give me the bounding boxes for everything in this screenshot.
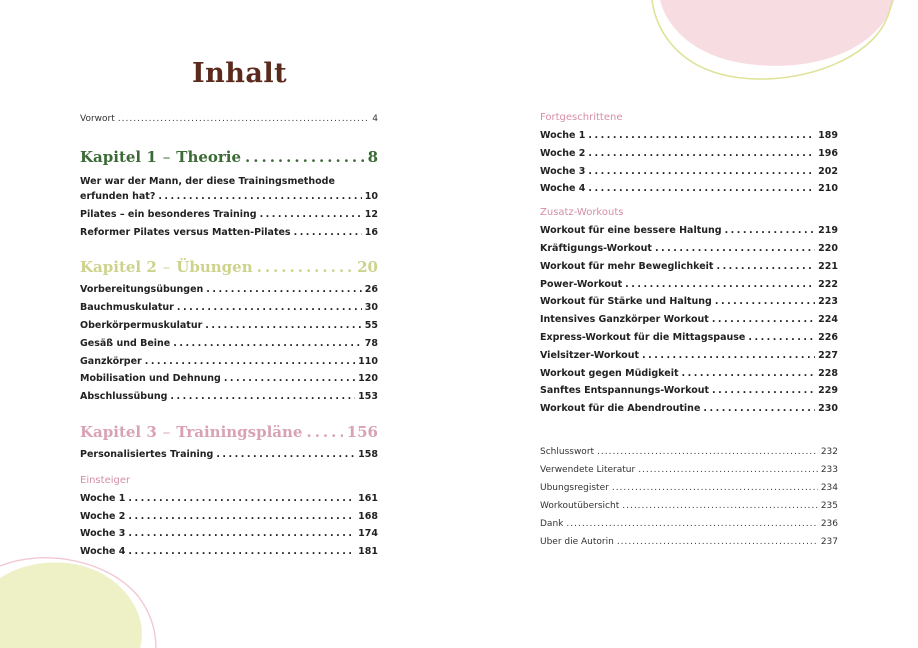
toc-entry[interactable]: Woche 1 ..... 161 — [80, 493, 378, 511]
toc-entry[interactable]: Pilates – ein besonderes Training ..... 12 — [80, 209, 378, 227]
pink-blob-top — [660, 0, 894, 66]
toc-entry[interactable]: Vielsitzer-Workout ..... 227 — [540, 350, 838, 368]
toc-entry[interactable]: Sanftes Entspannungs-Workout ..... 229 — [540, 385, 838, 403]
toc-entry[interactable]: Woche 4 ..... 210 — [540, 183, 838, 201]
toc-entry[interactable]: Intensives Ganzkörper Workout ..... 224 — [540, 314, 838, 332]
chapter-1-heading[interactable]: Kapitel 1 – Theorie ..... 8 — [80, 148, 378, 172]
toc-entry-vorwort[interactable]: Vorwort ..... 4 — [80, 114, 378, 132]
toc-entry[interactable]: Oberkörpermuskulatur ..... 55 — [80, 320, 378, 338]
toc-entry[interactable]: Power-Workout ..... 222 — [540, 279, 838, 297]
toc-entry[interactable]: Abschlussübung ..... 153 — [80, 391, 378, 409]
toc-entry[interactable]: Gesäß und Beine ..... 78 — [80, 338, 378, 356]
section-heading-fortgeschrittene: Fortgeschrittene — [540, 112, 623, 123]
left-column — [80, 114, 378, 564]
toc-entry[interactable]: Workout für mehr Beweglichkeit ..... 221 — [540, 261, 838, 279]
toc-entry-appendix[interactable]: Schlusswort ..... 232 — [540, 447, 838, 465]
toc-entry[interactable]: Woche 2 ..... 168 — [80, 511, 378, 529]
toc-entry-appendix[interactable]: Übungsregister ..... 234 — [540, 483, 838, 501]
toc-entry[interactable]: Ganzkörper ..... 110 — [80, 356, 378, 374]
section-heading-zusatz-workouts: Zusatz-Workouts — [540, 207, 624, 219]
toc-entry[interactable]: Personalisiertes Training ..... 158 — [80, 449, 378, 467]
toc-entry[interactable]: Woche 3 ..... 174 — [80, 528, 378, 546]
toc-entry[interactable]: Express-Workout für die Mittagspause ..... 226 — [540, 332, 838, 350]
toc-entry-appendix[interactable]: Workoutübersicht ..... 235 — [540, 501, 838, 519]
toc-entry[interactable]: Kräftigungs-Workout ..... 220 — [540, 243, 838, 261]
toc-entry[interactable]: Workout für eine bessere Haltung ..... 219 — [540, 225, 838, 243]
toc-entry[interactable]: Vorbereitungsübungen ..... 26 — [80, 284, 378, 302]
green-blob-bottom — [0, 563, 142, 648]
section-heading-einsteiger: Einsteiger — [80, 474, 131, 486]
green-line-top — [652, 0, 892, 79]
toc-entry-line1: Wer war der Mann, der diese Trainingsmethode — [80, 176, 335, 187]
toc-entry-appendix[interactable]: Verwendete Literatur ..... 233 — [540, 465, 838, 483]
page-title: Inhalt — [192, 58, 288, 89]
toc-entry[interactable]: erfunden hat? ..... 10 — [80, 191, 378, 209]
toc-entry[interactable]: Woche 1 ..... 189 — [540, 130, 838, 148]
chapter-3-heading[interactable]: Kapitel 3 – Trainingspläne ..... 156 — [80, 423, 378, 447]
toc-entry[interactable]: Workout gegen Müdigkeit ..... 228 — [540, 368, 838, 386]
toc-entry[interactable]: Workout für Stärke und Haltung ..... 223 — [540, 296, 838, 314]
toc-entry-appendix[interactable]: Dank ..... 236 — [540, 519, 838, 537]
toc-entry[interactable]: Workout für die Abendroutine ..... 230 — [540, 403, 838, 421]
toc-entry[interactable]: Bauchmuskulatur ..... 30 — [80, 302, 378, 320]
pink-line-bottom — [0, 558, 156, 648]
toc-entry[interactable]: Mobilisation und Dehnung ..... 120 — [80, 373, 378, 391]
chapter-2-heading[interactable]: Kapitel 2 – Übungen ..... 20 — [80, 258, 378, 282]
toc-entry[interactable]: Reformer Pilates versus Matten-Pilates ..... 16 — [80, 227, 378, 245]
toc-entry[interactable]: Woche 4 ..... 181 — [80, 546, 378, 564]
toc-entry[interactable]: Woche 2 ..... 196 — [540, 148, 838, 166]
right-column — [540, 112, 838, 555]
toc-entry[interactable]: Woche 3 ..... 202 — [540, 166, 838, 184]
toc-entry-appendix[interactable]: Über die Autorin ..... 237 — [540, 537, 838, 555]
